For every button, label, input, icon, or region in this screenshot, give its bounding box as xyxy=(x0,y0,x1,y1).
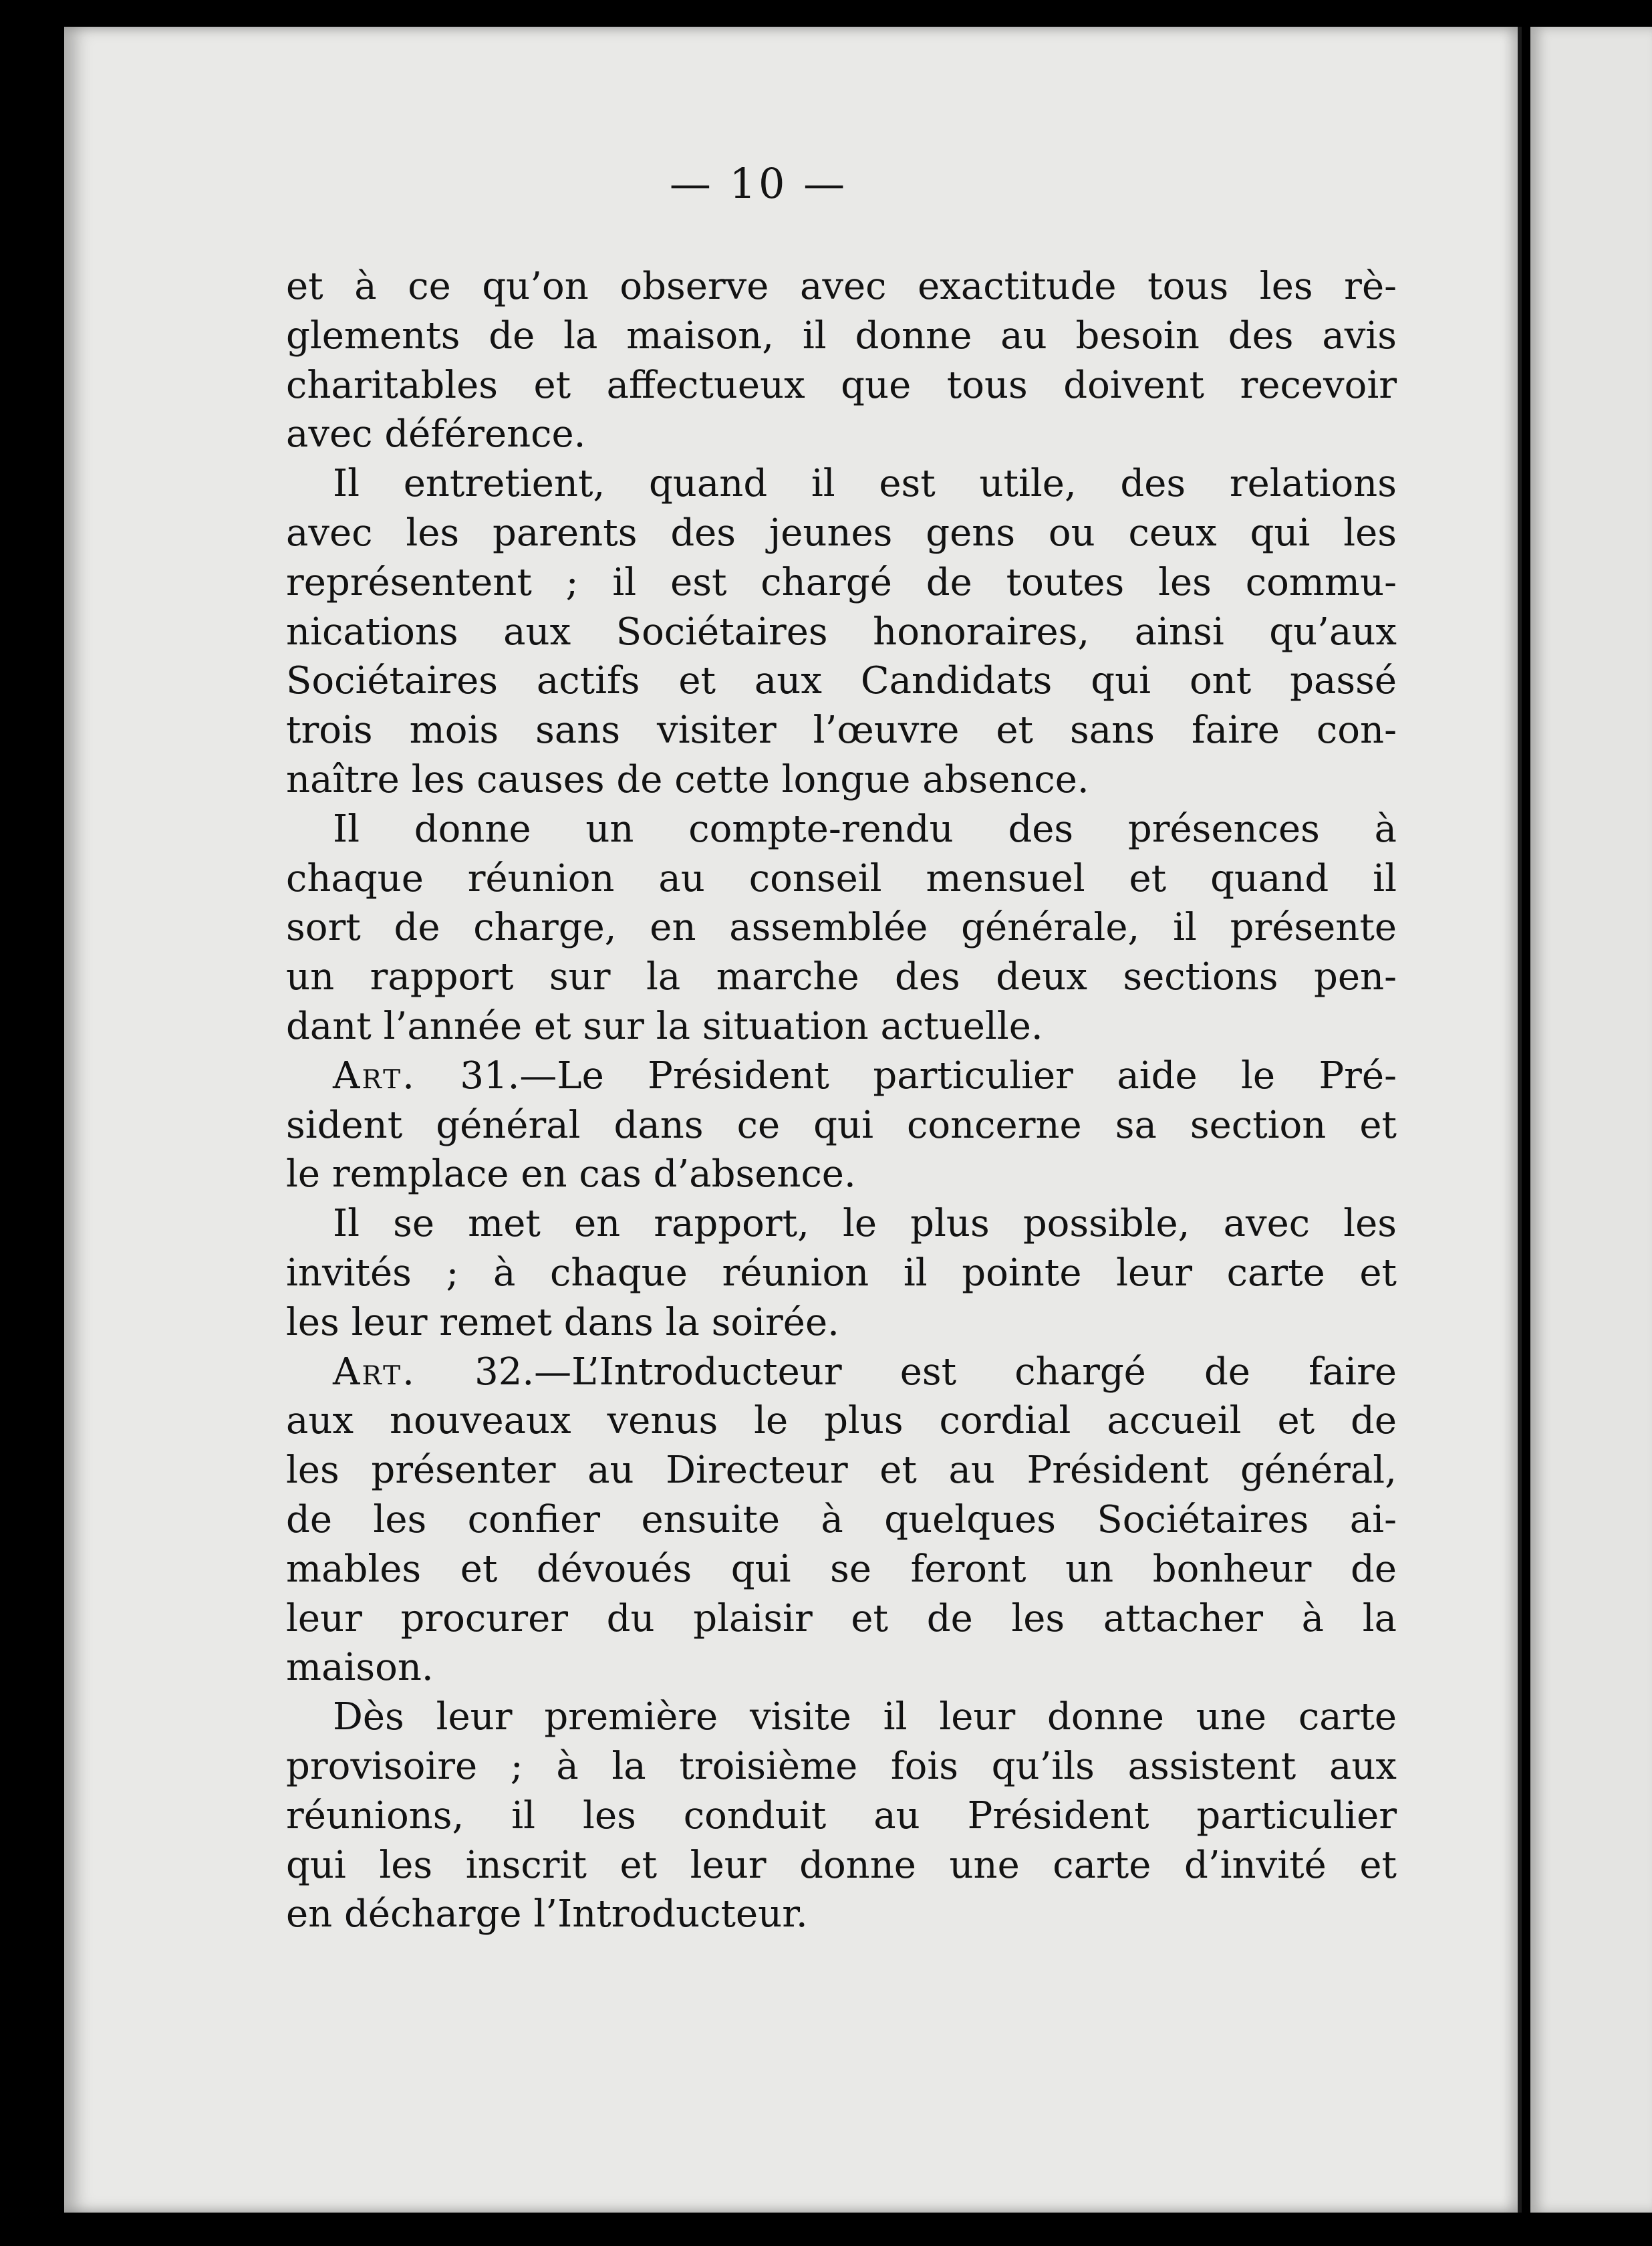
text-line xyxy=(286,1396,1397,1446)
text-line xyxy=(286,608,1397,657)
line-text: 31.—Le Président particulier aide le Pré- xyxy=(416,1053,1397,1098)
line-text: naître les causes de cette longue absence. xyxy=(286,757,1089,801)
line-text: Il entretient, quand il est utile, des relations xyxy=(333,462,1397,506)
line-text: Sociétaires actifs et aux Candidats qui ont passé xyxy=(286,659,1397,703)
line-text: en décharge l’Introducteur. xyxy=(286,1892,808,1937)
line-text: maison. xyxy=(286,1646,434,1690)
text-line xyxy=(286,1643,1397,1693)
line-text: aux nouveaux venus le plus cordial accueil et de xyxy=(286,1399,1397,1443)
text-line xyxy=(286,1841,1397,1890)
text-line xyxy=(286,1249,1397,1298)
line-text: trois mois sans visiter l’œuvre et sans faire con- xyxy=(286,709,1397,753)
text-line xyxy=(286,805,1397,854)
text-line xyxy=(286,1742,1397,1791)
text-line xyxy=(286,854,1397,904)
line-text: avec déférence. xyxy=(286,412,586,457)
line-text: invités ; à chaque réunion il pointe leur carte et xyxy=(286,1251,1397,1295)
text-line xyxy=(286,1150,1397,1199)
page-number: — 10 — xyxy=(669,159,848,208)
text-line xyxy=(286,1594,1397,1644)
text-line xyxy=(286,953,1397,1002)
text-line xyxy=(286,1298,1397,1348)
line-text: nications aux Sociétaires honoraires, ainsi qu’aux xyxy=(286,610,1397,654)
line-text: représentent ; il est chargé de toutes les commu- xyxy=(286,560,1397,604)
text-line xyxy=(286,410,1397,459)
line-text: mables et dévoués qui se feront un bonheur de xyxy=(286,1547,1397,1591)
line-text: 32.—L’Introducteur est chargé de faire xyxy=(416,1350,1397,1394)
line-text: et à ce qu’on observe avec exactitude tous les rè- xyxy=(286,265,1397,308)
text-line xyxy=(286,656,1397,706)
line-text: réunions, il les conduit au Président particulier xyxy=(286,1793,1397,1838)
text-line xyxy=(286,755,1397,805)
line-text: Dès leur première visite il leur donne une carte xyxy=(333,1695,1397,1739)
line-text: Il donne un compte-rendu des présences à xyxy=(333,807,1397,851)
text-line xyxy=(286,1002,1397,1051)
text-line xyxy=(286,1199,1397,1249)
line-text: Il se met en rapport, le plus possible, avec les xyxy=(333,1202,1397,1246)
text-line xyxy=(286,509,1397,558)
text-line xyxy=(286,311,1397,361)
line-text: les leur remet dans la soirée. xyxy=(286,1300,839,1344)
text-line xyxy=(286,1051,1397,1101)
text-line xyxy=(286,1446,1397,1495)
line-text: dant l’année et sur la situation actuelle. xyxy=(286,1004,1043,1048)
article-label: Art. xyxy=(333,1350,416,1394)
line-text: qui les inscrit et leur donne une carte d’invité et xyxy=(286,1843,1397,1887)
text-line xyxy=(286,1495,1397,1545)
article-label: Art. xyxy=(333,1053,416,1098)
text-line xyxy=(286,1693,1397,1742)
body-text xyxy=(286,262,1397,1939)
line-text: de les confier ensuite à quelques Sociétaires ai- xyxy=(286,1497,1397,1541)
text-line xyxy=(286,706,1397,755)
text-line xyxy=(286,1545,1397,1594)
text-line xyxy=(286,361,1397,410)
line-text: glements de la maison, il donne au besoin des avis xyxy=(286,314,1397,358)
line-text: chaque réunion au conseil mensuel et quand il xyxy=(286,856,1397,900)
text-line xyxy=(286,262,1397,311)
text-line xyxy=(286,1101,1397,1150)
line-text: les présenter au Directeur et au Président général, xyxy=(286,1449,1397,1493)
line-text: sident général dans ce qui concerne sa section et xyxy=(286,1103,1397,1147)
line-text: provisoire ; à la troisième fois qu’ils assistent aux xyxy=(286,1744,1397,1788)
facing-page-edge xyxy=(1530,27,1652,2213)
line-text: charitables et affectueux que tous doivent recevoir xyxy=(286,363,1397,407)
text-line xyxy=(286,1791,1397,1841)
line-text: leur procurer du plaisir et de les attacher à la xyxy=(286,1596,1397,1640)
line-text: le remplace en cas d’absence. xyxy=(286,1152,856,1197)
text-line xyxy=(286,903,1397,953)
line-text: avec les parents des jeunes gens ou ceux qui les xyxy=(286,511,1397,555)
line-text: sort de charge, en assemblée générale, il présente xyxy=(286,906,1397,950)
line-text: un rapport sur la marche des deux sections pen- xyxy=(286,955,1397,999)
text-line xyxy=(286,558,1397,608)
text-line xyxy=(286,1890,1397,1939)
text-line xyxy=(286,1348,1397,1397)
text-line xyxy=(286,459,1397,509)
